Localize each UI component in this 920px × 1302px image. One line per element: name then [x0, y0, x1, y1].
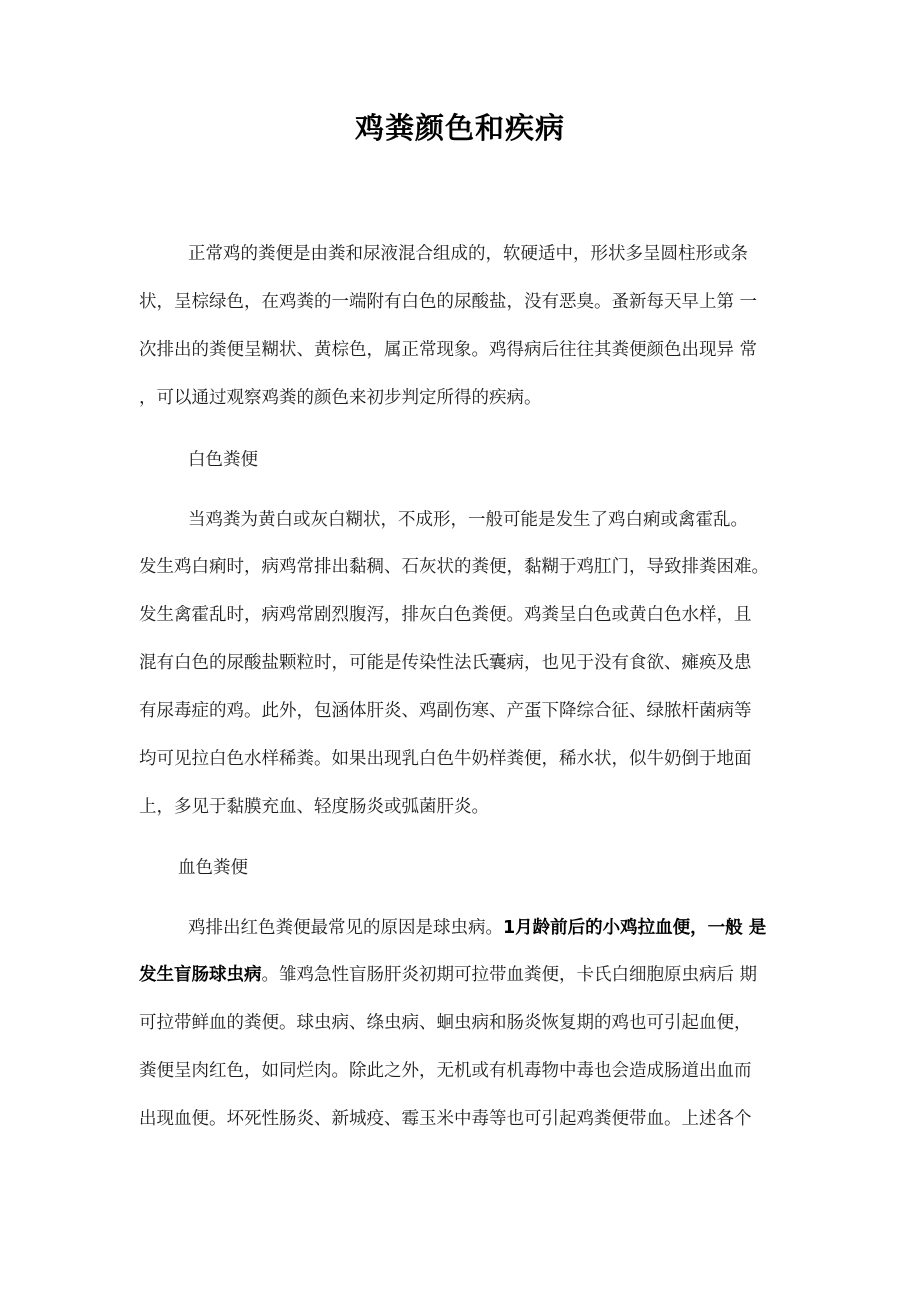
text-line: 粪便呈肉红色，如同烂肉。除此之外，无机或有机毒物中毒也会造成肠道出血而 [139, 1061, 752, 1081]
section-heading-white-feces: 白色粪便 [188, 450, 258, 470]
text-line: 可拉带鲜血的粪便。球虫病、绦虫病、蛔虫病和肠炎恢复期的鸡也可引起血便， [139, 1013, 752, 1033]
text-line: 正常鸡的粪便是由粪和尿液混合组成的，软硬适中，形状多呈圆柱形或条 [188, 244, 748, 264]
text-line: 均可见拉白色水样稀粪。如果出现乳白色牛奶样粪便，稀水状，似牛奶倒于地面 [139, 749, 752, 769]
document-title: 鸡粪颜色和疾病 [354, 111, 565, 145]
text-line: 次排出的粪便呈糊状、黄棕色，属正常现象。鸡得病后往往其粪便颜色出现异 常 [139, 340, 758, 360]
text-line: 出现血便。坏死性肠炎、新城疫、霉玉米中毒等也可引起鸡粪便带血。上述各个 [139, 1109, 752, 1129]
text-bold: 1月龄前后的小鸡拉血便，一般 是 [503, 918, 767, 938]
text-line: 有尿毒症的鸡。此外，包涵体肝炎、鸡副伤寒、产蛋下降综合征、绿脓杆菌病等 [139, 701, 752, 721]
text-bold: 发生盲肠球虫病 [139, 965, 262, 985]
text-line [188, 916, 766, 940]
text-line: 状，呈棕绿色，在鸡粪的一端附有白色的尿酸盐，没有恶臭。蚤新每天早上第 一 [139, 292, 758, 312]
text-line: ，可以通过观察鸡粪的颜色来初步判定所得的疾病。 [139, 388, 542, 408]
text-line: 混有白色的尿酸盐颗粒时，可能是传染性法氏囊病，也见于没有食欲、瘫痪及患 [139, 653, 752, 673]
text-line: 当鸡粪为黄白或灰白糊状，不成形，一般可能是发生了鸡白痢或禽霍乱。 [188, 510, 748, 530]
section-heading-blood-feces: 血色粪便 [178, 858, 248, 878]
text-line [139, 963, 757, 987]
text-normal: 鸡排出红色粪便最常见的原因是球虫病。 [188, 918, 503, 938]
text-line: 上，多见于黏膜充血、轻度肠炎或弧菌肝炎。 [139, 797, 489, 817]
text-line: 发生鸡白痢时，病鸡常排出黏稠、石灰状的粪便，黏糊于鸡肛门，导致排粪困难。 [139, 557, 769, 577]
text-normal: 。雏鸡急性盲肠肝炎初期可拉带血粪便，卡氏白细胞原虫病后 期 [261, 965, 758, 985]
text-line: 发生禽霍乱时，病鸡常剧烈腹泻，排灰白色粪便。鸡粪呈白色或黄白色水样，且 [139, 605, 752, 625]
